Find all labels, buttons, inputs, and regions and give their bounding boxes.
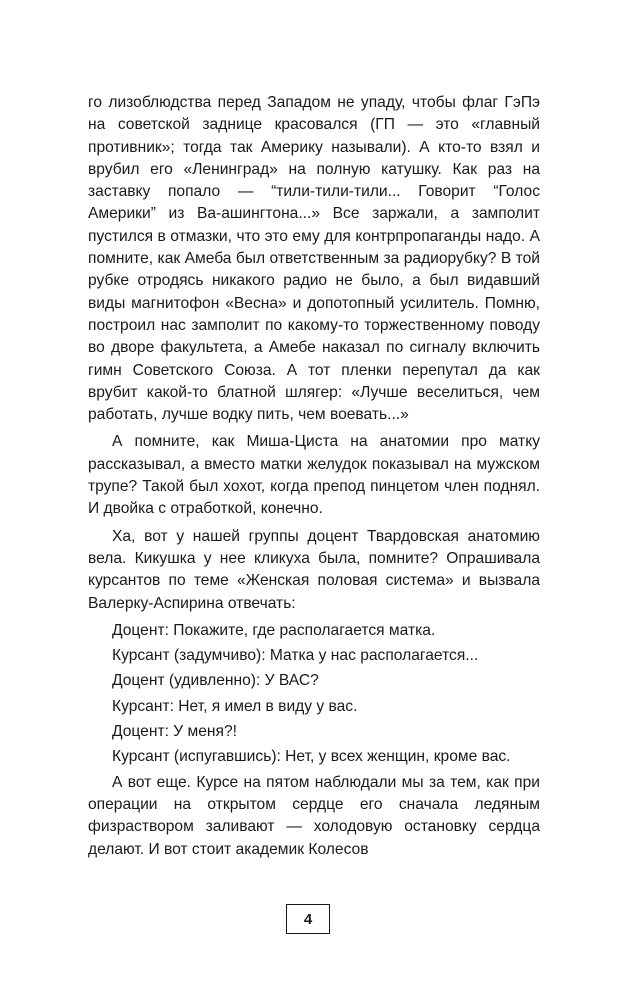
dialogue-line-5: Доцент: У меня?!: [112, 723, 237, 741]
page-body: [88, 92, 540, 866]
dialogue-line-2: Курсант (задумчиво): Матка у нас располагается...: [112, 647, 479, 665]
dialogue-line-1: Доцент: Покажите, где располагается матка.: [112, 621, 436, 639]
paragraph-3: Ха, вот у нашей группы доцент Твардовская анатомию вела. Кикушка у нее кликуха была, помните? Опрашивала курсантов по теме «Женская половая система» и вызвала Валерку-Аспирина отвечать:: [88, 527, 540, 612]
paragraph-1: го лизоблюдства перед Западом не упаду, чтобы флаг ГэПэ на советской заднице красовался (ГП — это «главный противник»; тогда так Америку называли). А кто-то взял и врубил его «Ленинград» на полную катушку. Как раз на заставку попало — “тили-тили-тили... Говорит “Голос Америки” из Ва-ашингтона...» Все заржали, а замполит пустился в отмазки, что это ему для контрпропаганды надо. А помните, как Амеба был ответственным за радиорубку? В той рубке отродясь никакого радио не было, а был видавший виды магнитофон «Весна» и допотопный усилитель. Помню, построил нас замполит по какому-то торжественному поводу во дворе факультета, а Амебе наказал по сигналу включить гимн Советского Союза. А тот пленки перепутал да как врубит какой-то блатной шлягер: «Лучше веселиться, чем работать, лучше водку пить, чем воевать...»: [88, 94, 540, 424]
dialogue-line-6: Курсант (испугавшись): Нет, у всех женщин, кроме вас.: [112, 748, 511, 766]
dialogue-line-4: Курсант: Нет, я имел в виду у вас.: [112, 697, 358, 715]
dialogue-line-3: Доцент (удивленно): У ВАС?: [112, 672, 319, 690]
page-number: 4: [286, 904, 330, 934]
paragraph-closing: А вот еще. Курсе на пятом наблюдали мы за тем, как при операции на открытом сердце его сначала ледяным физраствором заливают — холодовую остановку сердца делают. И вот стоит академик Колесов: [88, 773, 540, 858]
paragraph-2: А помните, как Миша-Циста на анатомии про матку рассказывал, а вместо матки желудок показывал на мужском трупе? Такой был хохот, когда препод пинцетом член поднял. И двойка с отработкой, конечно.: [88, 433, 540, 518]
